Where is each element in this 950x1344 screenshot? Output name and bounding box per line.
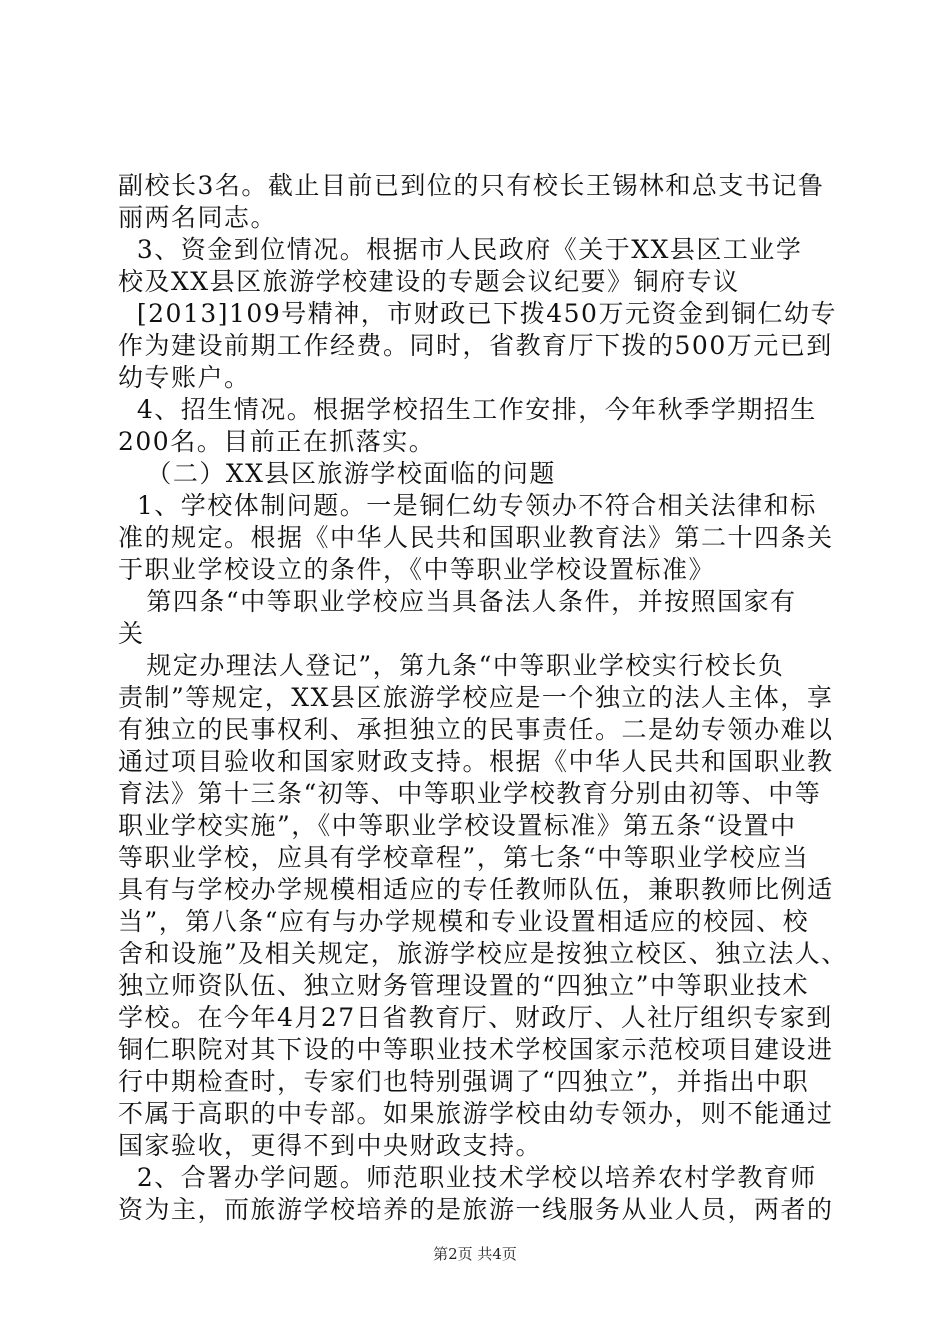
text-line: 3、资金到位情况。根据市人民政府《关于XX县区工业学 — [118, 235, 803, 264]
text-line: 1、学校体制问题。一是铜仁幼专领办不符合相关法律和标 — [118, 491, 817, 520]
text-line: 具有与学校办学规模相适应的专任教师队伍，兼职教师比例适 — [118, 875, 834, 904]
text-line: 规定办理法人登记”，第九条“中等职业学校实行校长负 — [118, 651, 785, 680]
text-line: 等职业学校，应具有学校章程”，第七条“中等职业学校应当 — [118, 843, 810, 872]
text-line: 职业学校实施”，《中等职业学校设置标准》第五条“设置中 — [118, 811, 797, 840]
text-line: 通过项目验收和国家财政支持。根据《中华人民共和国职业教 — [118, 747, 834, 776]
text-line: 于职业学校设立的条件，《中等职业学校设置标准》 — [118, 555, 716, 584]
document-body — [118, 170, 848, 1226]
text-line: 准的规定。根据《中华人民共和国职业教育法》第二十四条关 — [118, 523, 834, 552]
text-line: 学校。在今年4月27日省教育厅、财政厅、人社厅组织专家到 — [118, 1003, 833, 1032]
text-line: 舍和设施”及相关规定，旅游学校应是按独立校区、独立法人、 — [118, 939, 848, 968]
text-line: 2、合署办学问题。师范职业技术学校以培养农村学教育师 — [118, 1163, 817, 1192]
text-line: 副校长3名。截止目前已到位的只有校长王锡林和总支书记鲁 — [118, 171, 825, 200]
text-line: 校及XX县区旅游学校建设的专题会议纪要》铜府专议 — [118, 267, 740, 296]
text-line: 4、招生情况。根据学校招生工作安排，今年秋季学期招生 — [118, 395, 817, 424]
text-line: 幼专账户。 — [118, 363, 251, 392]
text-line: 当”，第八条“应有与办学规模和专业设置相适应的校园、校 — [118, 907, 810, 936]
text-line: 不属于高职的中专部。如果旅游学校由幼专领办，则不能通过 — [118, 1099, 834, 1128]
text-line: 作为建设前期工作经费。同时，省教育厅下拨的500万元已到 — [118, 331, 833, 360]
text-line: 有独立的民事权利、承担独立的民事责任。二是幼专领办难以 — [118, 715, 834, 744]
text-line: 200名。目前正在抓落实。 — [118, 427, 436, 456]
text-line: 国家验收，更得不到中央财政支持。 — [118, 1131, 543, 1160]
text-line: 责制”等规定，XX县区旅游学校应是一个独立的法人主体，享 — [118, 683, 834, 712]
text-line: 育法》第十三条“初等、中等职业学校教育分别由初等、中等 — [118, 779, 822, 808]
text-line: 铜仁职院对其下设的中等职业技术学校国家示范校项目建设进 — [118, 1035, 834, 1064]
text-line: 丽两名同志。 — [118, 203, 278, 232]
text-line: 资为主，而旅游学校培养的是旅游一线服务从业人员，两者的 — [118, 1195, 834, 1224]
text-line: 关 — [118, 619, 145, 648]
text-line: 第四条“中等职业学校应当具备法人条件，并按照国家有 — [118, 587, 797, 616]
section-heading: （二）XX县区旅游学校面临的问题 — [118, 459, 556, 488]
page-number-footer: 第2页 共4页 — [433, 1245, 517, 1263]
text-line: 行中期检查时，专家们也特别强调了“四独立”，并指出中职 — [118, 1067, 810, 1096]
text-line: 独立师资队伍、独立财务管理设置的“四独立”中等职业技术 — [118, 971, 810, 1000]
text-line: [2013]109号精神，市财政已下拨450万元资金到铜仁幼专 — [118, 299, 837, 328]
